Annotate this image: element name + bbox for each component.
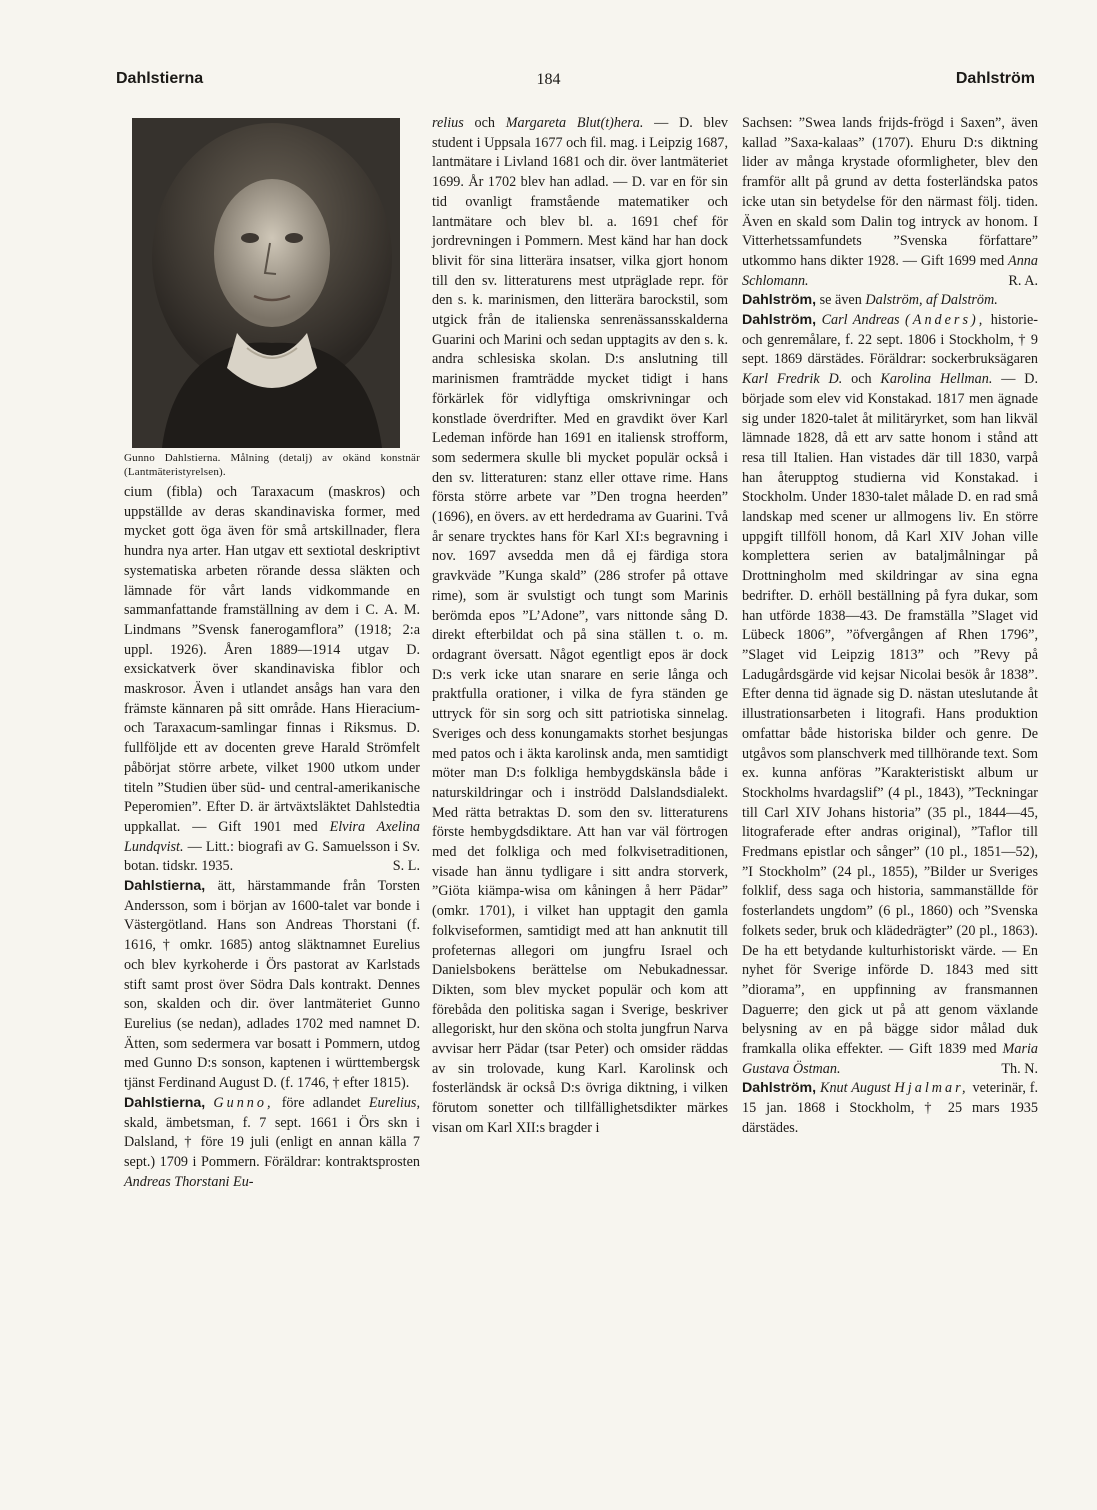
running-header	[0, 70, 1097, 94]
entry-dahlstierna-gunno: Dahlstierna, Gunno, före adlandet Eurelius, skald, ämbetsman, f. 7 sept. 1661 i Örs skn i Dalsland, † före 19 juli (enligt en annan källa 7 sept.) 1709 i Pommern. Föräldrar: kontraktsprosten Andreas Thorstani Eu-	[124, 1094, 420, 1190]
entry-dahlstierna-gunno-continued: relius och Margareta Blut(t)hera. — D. blev student i Uppsala 1677 och fil. mag. i Leipzig 1687, lantmätare i Livland 1681 och dir. över lantmäteriet 1699. År 1702 blev han adlad. — D. var en för sin tid ovanligt framstående matematiker och lantmätare och blev bl. a. 1691 chef för jordrevningen i Pommern. Mest känd har han dock blivit för sina litterära insatser, vilka gjort honom till den sv. litteraturens mest utpräglade repr. för den s. k. marinismen, den litterära barockstil, som utgick från de italienska senrenässansskalderna Guarini och Marini och sedan upptagits av den s. k. andra schlesiska skolan. D:s anslutning till marinismen framträdde mycket tidigt i hans förkärlek för vidlyftiga omskrivningar och konstlade överdrifter. Med en gravdikt över Karl Ledeman införde han 1691 en italiensk strofform, som sedermera skulle bli mycket populär också i den sv. litteraturen: stanz eller ottave rime. Hans första större arbete var ”Den trogna heerden” (1696), en övers. av ett herdedrama av Guarini. Två år senare trycktes hans för Karl XI:s begravning i nov. 1697 avsedda men då ej färdiga stora gravkväde ”Kunga skald” (286 strofer på ottave rime), som är svulstigt och tungt som Marinis berömda epos ”L’Adone”, vars nittonde sång D. direkt efterbildat och på sina ställen t. o. m. ordagrant översatt. Något egentligt epos är dock D:s verk icke utan snarare en serie långa och praktfulla orationer, i vilka de fyra ständen ge uttryck för sin sorg och sitt patriotiska sinnelag. Sveriges och dess konungamakts storhet besjungas med patos och i äkta karolinsk anda, men samtidigt möter man D:s folkliga hembygdskänsla både i naturskildringar och i inströdd Dalslandsdialekt. Med rätta betraktas D. som den sv. litteraturens förste hembygdsdiktare. Att han var väl förtrogen med det folkliga och med folkvisetraditionen, visade han ännu tydligare i sitt andra storverk, ”Giöta kiämpa-wisa om kåningen å herr Pädar” (omkr. 1701), i vilket han upptagit den gamla folkviseformen, samtidigt med att han anknutit till profeternas allegori om jungfru Israel och Danielsbokens berättelse om Nebukadnessar. Dikten, som blev mycket populär och kom att förebåda den politiska sagan i Sverige, beskriver allegoriskt, hur den sköna och stolta jungfrun Narva avvisar herr Pädar (tsar Peter) och omsider räddas av sin trolovade, kung Karl. Karolinsk och fosterländsk är också D:s övriga diktning, i vilken förutom sonetter och tillfällighetsdikter märkes visan om Karl XII:s bragder i	[432, 115, 728, 1136]
headword: Dahlström,	[742, 312, 817, 329]
headword: Dahlström,	[742, 292, 817, 309]
entry-dahlstierna-family: Dahlstierna, ätt, härstammande från Torsten Andersson, som i början av 1600-talet var bonde i Västergötland. Hans son Andreas Thorstani (f. 1616, † omkr. 1685) antog släktnamnet Eurelius och blev kyrkoherde i Örs pastorat av Karlstads stift samt prost över Södra Dals kontrakt. Dennes son, skalden och dir. över lantmäteriet Gunno Eurelius (se nedan), adlades 1702 med namnet D. Ätten, som sedermera var bosatt i Pommern, utdog med Gunno D:s sonson, kaptenen i württembergsk tjänst Ferdinand August D. (f. 1746, † efter 1815).	[124, 878, 420, 1092]
entry-dahlstrom-crossref: Dahlström, se även Dalström, af Dalström.	[742, 292, 998, 309]
entry-continuation: cium (fibla) och Taraxacum (maskros) och uppställde av deras skandinaviska former, med mycket gott öga även för små artskillnader, flera hundra nya arter. Han utgav ett sextiotal deskriptivt systematiska arbeten rörande dessa släkten och lämnade för vårt lands vidkommande en sammanfattande framställning av dem i C. A. M. Lindmans ”Svensk fanerogamflora” (1918; 2:a uppl. 1926). Åren 1889—1914 utgav D. exsickatverk över skandinaviska fiblor och maskrosor. Även i utlandet ansågs han vara den främste kännaren på sitt område. Hans Hieracium- och Taraxacum-samlingar finnas i Riksmus. D. fullföljde ett av docenten greve Harald Strömfelt påbörjat större arbete, vilket 1900 utkom under titeln ”Studien über süd- und central-amerikanische Peperomien”. Efter D. är ärtväxtsläktet Dahlstedtia uppkallat. — Gift 1901 med Elvira Axelina Lundqvist. — Litt.: biografi av G. Samuelsson i Sv. botan. tidskr. 1935. S. L.	[124, 483, 420, 877]
header-left-word: Dahlstierna	[116, 70, 204, 87]
column-1	[124, 114, 420, 1192]
headword: Dahlstierna,	[124, 878, 206, 895]
portrait-illustration	[132, 118, 400, 448]
author-signature: Th. N.	[1001, 1060, 1038, 1077]
page-number: 184	[536, 71, 561, 88]
column-2	[432, 114, 728, 1139]
header-right-word: Dahlström	[955, 70, 1035, 87]
column-3	[742, 114, 1038, 1139]
entry-dahlstrom-carl-andreas: Dahlström, Carl Andreas (Anders), historie- och genremålare, f. 22 sept. 1806 i Stockholm, † 9 sept. 1869 därstädes. Föräldrar: sockerbruksägaren Karl Fredrik D. och Karolina Hellman. — D. började som elev vid Konstakad. 1817 men ägnade sig under 1820-talet åt militäryrket, som han likväl lämnade 1828, då ett arv satte honom i stånd att resa till Italien. Han vistades där till 1830, varpå han återupptog studierna vid Konstakad. i Stockholm. Under 1830-talet målade D. en rad små landskap med scener ur allmogens liv. En större uppgift tillföll honom, då Karl XIV Johan ville komplettera serien av bataljmålningar på Drottningholm med skildringar av sina egna bedrifter. D. erhöll beställning på fyra dukar, som han utförde 1838—43. De framställa ”Slaget vid Lübeck 1806”, ”öfvergången af Rhen 1796”, ”Slaget vid Leipzig 1813” och ”Revy på Ladugårdsgärde vid kejsar Nicolai besök år 1838”. Efter denna tid ägnade sig D. nästan uteslutande åt illustrationsarbeten i litografi. Hans produktion omfattar både historiska bilder och genre. De utgåvos som planschverk med tillhörande text. Som ex. kunna anföras ”Karakteristiskt album ur Stockholms hvardagslif” (4 pl., 1843), ”Teckningar till Carl XIV Johans historia” (35 pl., 1844—45, litograferade efter andras original), ”Taflor till Fredmans epistlar och sånger” (10 pl., 1851—52), ”I Stockholm” (24 pl., 1855), ”Bilder ur Sveriges folklif, dess saga och historia, sammanställde för fosterlandets ungdom” (6 pl., 1860) och ”Svenska folkets seder, bruk och klädedrägter” (20 pl., 1863). De ha ett betydande kulturhistoriskt värde. — En nyhet för Sverige införde D. 1843 med sitt ”diorama”, en uppfinning av fransmannen Daguerre; den gick ut på att genom växlande belysning av en på bägge sidor målad duk framkalla olika effekter. — Gift 1839 med Maria Gustava Östman. Th. N.	[742, 311, 1038, 1079]
author-signature: S. L.	[392, 858, 420, 875]
headword: Dahlstierna,	[124, 1094, 206, 1111]
author-signature: R. A.	[1008, 272, 1038, 289]
entry-dahlstrom-knut: Dahlström, Knut August Hjalmar, veterinär, f. 15 jan. 1868 i Stockholm, † 25 mars 1935 därstädes.	[742, 1080, 1039, 1136]
portrait-image	[132, 118, 400, 448]
entry-dahlstierna-gunno-end: Sachsen: ”Swea lands frijds-frögd i Saxen”, även kallad ”Saxa-kalaas” (1707). Ehuru D:s diktning lider av många krystade oformligheter, blev den framför allt på grund av detta fosterländska patos icke utan sin betydelse för den närmast följ. tiden. Även en skald som Dalin tog intryck av honom. I Vitterhetssamfundets ”Svenska författare” utkommo hans dikter 1928. — Gift 1699 med Anna Schlomann. R. A.	[742, 114, 1038, 291]
headword: Dahlström,	[742, 1080, 817, 1097]
figure-caption: Gunno Dahlstierna. Målning (detalj) av okänd konstnär (Lantmäteristyrelsen).	[124, 452, 420, 478]
